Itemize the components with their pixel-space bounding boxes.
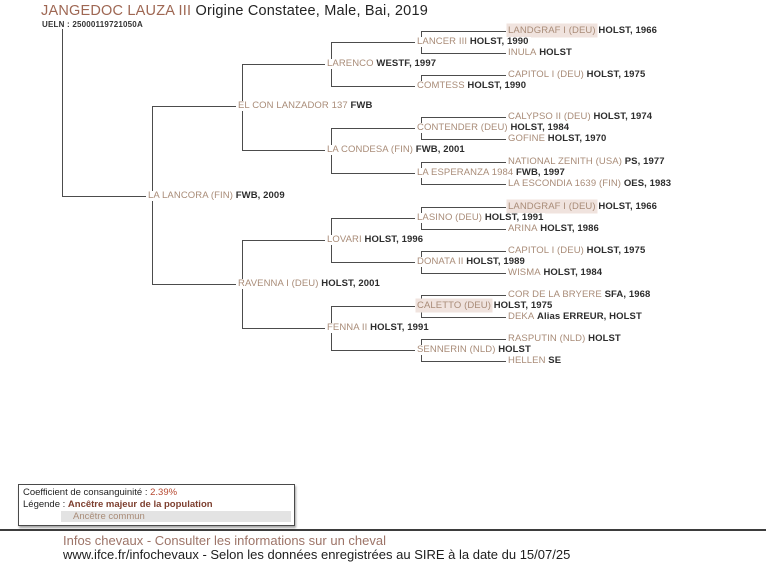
horse-name[interactable]: LASINO (DEU) xyxy=(417,212,483,223)
pedigree-node-lasino[interactable] xyxy=(415,213,545,223)
horse-name[interactable]: RAVENNA I (DEU) xyxy=(238,278,319,289)
horse-name[interactable]: CONTENDER (DEU) xyxy=(417,122,508,133)
horse-name[interactable]: LA ESPERANZA 1984 xyxy=(417,167,514,178)
pedigree-node-deka[interactable] xyxy=(506,312,644,322)
horse-name[interactable]: CALETTO (DEU) xyxy=(417,300,491,311)
horse-registry-year: FWB, 1997 xyxy=(513,167,565,178)
pedigree-node-wisma[interactable] xyxy=(506,268,604,278)
horse-registry-year: HOLST, 1986 xyxy=(537,223,599,234)
pedigree-node-laesperanza[interactable] xyxy=(415,168,567,178)
horse-registry-year: HOLST xyxy=(495,344,531,355)
horse-name[interactable]: LA CONDESA (FIN) xyxy=(327,144,414,155)
horse-registry-year: HOLST, 1970 xyxy=(545,133,607,144)
horse-registry-year: HOLST, 2001 xyxy=(318,278,380,289)
inbreeding-label: Coefficient de consanguinité : xyxy=(23,487,148,498)
pedigree-node-sennerin[interactable] xyxy=(415,345,533,355)
pedigree-node-ravenna1[interactable] xyxy=(236,279,382,289)
ueln-value: 25000119721050A xyxy=(72,20,143,29)
horse-registry-year: WESTF, 1997 xyxy=(373,58,437,69)
pedigree-node-cordelabryere[interactable] xyxy=(506,290,652,300)
horse-name[interactable]: COR DE LA BRYERE xyxy=(508,289,602,300)
legend-common-ancestor: Ancêtre commun xyxy=(61,511,291,522)
horse-name[interactable]: GOFINE xyxy=(508,133,546,144)
horse-name[interactable]: LA ESCONDIA 1639 (FIN) xyxy=(508,178,622,189)
pedigree-node-arina[interactable] xyxy=(506,224,601,234)
legend-major-ancestor: Ancêtre majeur de la population xyxy=(67,498,213,510)
horse-registry-year: FWB xyxy=(347,100,373,111)
pedigree-node-fenna2[interactable] xyxy=(325,323,431,333)
horse-name[interactable]: LOVARI xyxy=(327,234,362,245)
horse-name[interactable]: NATIONAL ZENITH (USA) xyxy=(508,156,622,167)
horse-registry-year: HOLST, 1991 xyxy=(482,212,544,223)
horse-registry-year: HOLST, 1974 xyxy=(590,111,653,122)
pedigree-node-gofine[interactable] xyxy=(506,134,608,144)
horse-registry-year: HOLST, 1984 xyxy=(507,122,570,133)
pedigree-node-hellen[interactable] xyxy=(506,356,563,366)
horse-registry-year: SFA, 1968 xyxy=(601,289,651,300)
horse-registry-year: HOLST, 1966 xyxy=(595,25,658,36)
pedigree-node-rasputin[interactable] xyxy=(506,334,623,344)
horse-registry-year: HOLST, 1975 xyxy=(583,69,646,80)
horse-name[interactable]: WISMA xyxy=(508,267,541,278)
horse-name[interactable]: INULA xyxy=(508,47,537,58)
legend-box xyxy=(18,484,295,526)
horse-registry-year: HOLST xyxy=(536,47,572,58)
pedigree-node-contender[interactable] xyxy=(415,123,571,133)
inbreeding-row xyxy=(23,487,291,499)
horse-name[interactable]: LA LANCORA (FIN) xyxy=(148,190,234,201)
horse-registry-year: HOLST, 1991 xyxy=(367,322,429,333)
pedigree-node-calypso2[interactable] xyxy=(506,112,654,122)
legend-label: Légende : xyxy=(23,498,66,510)
horse-name[interactable]: HELLEN xyxy=(508,355,546,366)
horse-name[interactable]: CALYPSO II (DEU) xyxy=(508,111,591,122)
horse-name[interactable]: CAPITOL I (DEU) xyxy=(508,245,584,256)
pedigree-node-caletto[interactable] xyxy=(415,301,554,311)
pedigree-node-capitol1a[interactable] xyxy=(506,70,647,80)
horse-registry-year: HOLST, 1996 xyxy=(361,234,424,245)
horse-name[interactable]: CAPITOL I (DEU) xyxy=(508,69,584,80)
pedigree-node-lancer3[interactable] xyxy=(415,37,531,47)
horse-name[interactable]: LANDGRAF I (DEU) xyxy=(508,201,596,212)
horse-registry-year: FWB, 2001 xyxy=(413,144,465,155)
horse-registry-year: HOLST, 1975 xyxy=(583,245,646,256)
horse-name[interactable]: LANDGRAF I (DEU) xyxy=(508,25,596,36)
horse-name[interactable]: ARINA xyxy=(508,223,538,234)
horse-name[interactable]: RASPUTIN (NLD) xyxy=(508,333,586,344)
horse-registry-year: HOLST, 1990 xyxy=(467,36,529,47)
horse-registry-year: SE xyxy=(545,355,562,366)
pedigree-node-comtess[interactable] xyxy=(415,81,528,91)
horse-registry-year: PS, 1977 xyxy=(622,156,665,167)
horse-registry-year: FWB, 2009 xyxy=(233,190,285,201)
pedigree-node-landgraf1[interactable] xyxy=(506,26,659,36)
horse-registry-year: HOLST, 1966 xyxy=(595,201,658,212)
footer-app-title: Infos chevaux - Consulter les informations sur un cheval xyxy=(63,533,386,548)
horse-title-name: JANGEDOC LAUZA III xyxy=(41,3,192,19)
pedigree-node-larenco[interactable] xyxy=(325,59,438,69)
horse-name[interactable]: LARENCO xyxy=(327,58,374,69)
pedigree-node-inula[interactable] xyxy=(506,48,574,58)
horse-registry-year: Alias ERREUR, HOLST xyxy=(534,311,642,322)
pedigree-node-natzenith[interactable] xyxy=(506,157,667,167)
horse-name[interactable]: DONATA II xyxy=(417,256,464,267)
horse-registry-year: OES, 1983 xyxy=(621,178,672,189)
pedigree-node-lacondesa[interactable] xyxy=(325,145,467,155)
horse-name[interactable]: FENNA II xyxy=(327,322,368,333)
horse-name[interactable]: EL CON LANZADOR 137 xyxy=(238,100,348,111)
inbreeding-value: 2.39% xyxy=(150,487,178,498)
pedigree-node-donata2[interactable] xyxy=(415,257,527,267)
pedigree-node-elcon[interactable] xyxy=(236,101,374,111)
footer-source-url: www.ifce.fr/infochevaux - Selon les données enregistrées au SIRE à la date du 15/07/25 xyxy=(63,547,571,562)
horse-registry-year: HOLST, 1975 xyxy=(490,300,553,311)
horse-title-details: Origine Constatee, Male, Bai, 2019 xyxy=(195,3,428,19)
ueln-label: UELN : xyxy=(42,20,70,29)
pedigree-node-lovari[interactable] xyxy=(325,235,425,245)
pedigree-node-laescondia[interactable] xyxy=(506,179,673,189)
pedigree-node-capitol1b[interactable] xyxy=(506,246,647,256)
horse-name[interactable]: DEKA xyxy=(508,311,535,322)
horse-name[interactable]: LANCER III xyxy=(417,36,468,47)
horse-name[interactable]: SENNERIN (NLD) xyxy=(417,344,496,355)
horse-name[interactable]: COMTESS xyxy=(417,80,465,91)
horse-registry-year: HOLST, 1984 xyxy=(540,267,603,278)
pedigree-node-landgraf2[interactable] xyxy=(506,202,659,212)
horse-registry-year: HOLST, 1990 xyxy=(464,80,527,91)
legend-row xyxy=(23,499,291,511)
horse-registry-year: HOLST, 1989 xyxy=(463,256,525,267)
pedigree-node-lalancora[interactable] xyxy=(146,191,287,201)
horse-registry-year: HOLST xyxy=(585,333,621,344)
